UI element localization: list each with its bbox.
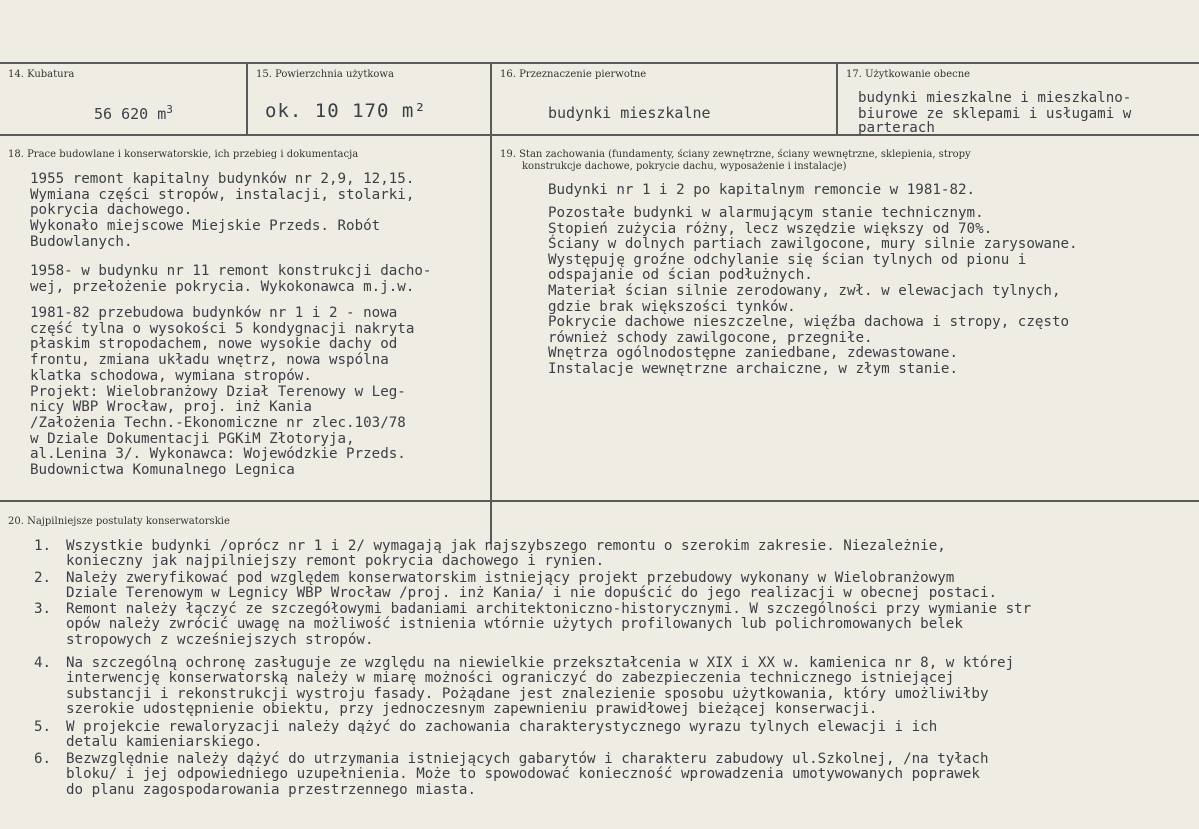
postulate-text-line: opów należy zwrócić uwagę na możliwość istnienia wtórnie użytych profilowanych lub polichromowanych belek bbox=[66, 616, 963, 633]
col-divider-18-19 bbox=[490, 134, 492, 544]
box18-p1-line: pokrycia dachowego. bbox=[30, 202, 193, 219]
box18-p1-line: 1955 remont kapitalny budynków nr 2,9, 12,15. bbox=[30, 171, 415, 187]
kubatura-unit-exponent: 3 bbox=[166, 103, 173, 116]
box19-p2-line: Stopień zużycia różny, lecz wszędzie większy od 70%. bbox=[548, 220, 993, 237]
box19-p2-line: Ściany w dolnych partiach zawilgocone, mury silnie zarysowane. bbox=[548, 236, 1078, 253]
box18-p3-line: frontu, zmiana układu wnętrz, nowa wspólna bbox=[30, 352, 389, 369]
postulate-number: 3. bbox=[34, 601, 52, 617]
box16-label: 16. Przeznaczenie pierwotne bbox=[500, 69, 647, 80]
kubatura-value: 56 620 m bbox=[94, 105, 167, 123]
box18-p3-line: płaskim stropodachem, nowe wysokie dachy od bbox=[30, 336, 398, 353]
box18-p3-line: w Dziale Dokumentacji PGKiM Złotoryja, bbox=[30, 430, 355, 447]
box19-p2-line: odspajanie od ścian podłużnych. bbox=[548, 267, 813, 284]
box19-p2-line: Materiał ścian silnie zerodowany, zwł. w elewacjach tylnych, bbox=[548, 283, 1061, 299]
box19-p2-line: Pokrycie dachowe nieszczelne, więźba dachowa i stropy, często bbox=[548, 314, 1070, 331]
box19-p2-line: Występuję groźne odchylanie się ścian tylnych od pionu i bbox=[548, 251, 1027, 268]
postulate-number: 6. bbox=[34, 751, 52, 767]
postulate-text-line: Dziale Terenowym w Legnicy WBP Wrocław /proj. inż Kania/ i nie dopuścić do jego realizacji w obecnej postaci. bbox=[66, 585, 998, 602]
box18-p1-line: Wykonało miejscowe Miejskie Przeds. Robót bbox=[30, 218, 381, 235]
postulate-text-line: W projekcie rewaloryzacji należy dążyć do zachowania charakterystycznego wyrazu tylnych elewacji i ich bbox=[66, 719, 938, 735]
row-divider-1 bbox=[0, 134, 1199, 136]
box14-value bbox=[94, 103, 173, 123]
box18-p3-line: nicy WBP Wrocław, proj. inż Kania bbox=[30, 399, 312, 416]
postulate-text-line: Wszystkie budynki /oprócz nr 1 i 2/ wymagają jak najszybszego remontu o szerokim zakresie. Niezależnie, bbox=[66, 538, 946, 554]
postulate-number: 5. bbox=[34, 719, 52, 735]
box19-p2-line: Pozostałe budynki w alarmującym stanie technicznym. bbox=[548, 205, 984, 221]
box19-p2-line: Instalacje wewnętrzne archaiczne, w złym stanie. bbox=[548, 361, 958, 377]
box14-label: 14. Kubatura bbox=[8, 69, 75, 80]
box15-label: 15. Powierzchnia użytkowa bbox=[256, 69, 394, 80]
box18-p2-line: 1958- w budynku nr 11 remont konstrukcji dacho- bbox=[30, 263, 432, 279]
postulate-text-line: szerokie udostępnienie obiektu, przy jednoczesnym zapewnieniu prawidłowej bieżącej konserwacji. bbox=[66, 700, 878, 717]
postulate-text-line: interwencję konserwatorską należy w miarę możności ograniczyć do zabezpieczenia technicznego istniejącej bbox=[66, 670, 955, 687]
box18-label: 18. Prace budowlane i konserwatorskie, ich przebieg i dokumentacja bbox=[8, 149, 359, 160]
postulate-text-line: substancji i rekonstrukcji wystroju fasady. Pożądane jest znalezienie sposobu użytkowania, który umożliwiłby bbox=[66, 685, 989, 702]
postulate-number: 2. bbox=[34, 570, 52, 586]
box19-label-line-2: konstrukcje dachowe, pokrycie dachu, wyposażenie i instalacje) bbox=[522, 161, 847, 172]
box19-p2-line: gdzie brak większości tynków. bbox=[548, 298, 796, 315]
box18-p2-line: wej, przełożenie pokrycia. Wykokonawca m.j.w. bbox=[30, 278, 415, 295]
box19-p2-line: również schody zawilgocone, przegniłe. bbox=[548, 329, 873, 346]
postulate-text-line: Remont należy łączyć ze szczegółowymi badaniami architektoniczno-historycznymi. W szczególności przy wymianie str bbox=[66, 601, 1032, 617]
box20-label: 20. Najpilniejsze postulaty konserwatorskie bbox=[8, 516, 230, 527]
box18-p3-line: część tylna o wysokości 5 kondygnacji nakryta bbox=[30, 320, 415, 337]
postulate-text-line: detalu kamieniarskiego. bbox=[66, 734, 263, 751]
postulate-text-line: Na szczególną ochronę zasługuje ze względu na niewielkie przekształcenia w XIX i XX w. kamienica nr 8, w której bbox=[66, 655, 1015, 671]
box17-label: 17. Użytkowanie obecne bbox=[846, 69, 971, 80]
box18-p1-line: Budowlanych. bbox=[30, 233, 133, 250]
postulate-text-line: konieczny jak najpilniejszy remont pokrycia dachowego i rynien. bbox=[66, 553, 605, 570]
box18-p3-line: al.Lenina 3/. Wykonawca: Wojewódzkie Przeds. bbox=[30, 446, 406, 463]
postulate-text-line: Bezwzględnie należy dążyć do utrzymania istniejących gabarytów i charakteru zabudowy ul.Szkolnej, /na tyłach bbox=[66, 751, 989, 767]
postulate-text-line: do planu zagospodarowania przestrzennego miasta. bbox=[66, 781, 476, 798]
col-divider-16-17 bbox=[836, 62, 838, 136]
box18-p3-line: /Założenia Techn.-Ekonomiczne nr zlec.103/78 bbox=[30, 414, 406, 431]
col-divider-15-16 bbox=[490, 62, 492, 136]
box18-p1-line: Wymiana części stropów, instalacji, stolarki, bbox=[30, 186, 415, 203]
row-divider-2 bbox=[0, 500, 1199, 502]
box17-line-1: budynki mieszkalne i mieszkalno- bbox=[858, 90, 1132, 106]
postulate-text-line: bloku/ i jej odpowiedniego uzupełnienia. Może to spowodować konieczność wprowadzenia umotywowanych poprawek bbox=[66, 766, 980, 783]
box18-p3-line: klatka schodowa, wymiana stropów. bbox=[30, 367, 312, 384]
top-border bbox=[0, 62, 1199, 64]
box19-label-line-1: 19. Stan zachowania (fundamenty, ściany zewnętrzne, ściany wewnętrzne, sklepienia, stropy bbox=[500, 149, 971, 160]
box19-p1-line: Budynki nr 1 i 2 po kapitalnym remoncie w 1981-82. bbox=[548, 182, 976, 198]
box19-p2-line: Wnętrza ogólnodostępne zaniedbane, zdewastowane. bbox=[548, 345, 958, 362]
box18-p3-line: Projekt: Wielobranżowy Dział Terenowy w Leg- bbox=[30, 383, 406, 400]
postulate-text-line: stropowych z wcześniejszych stropów. bbox=[66, 631, 374, 648]
postulate-number: 1. bbox=[34, 538, 52, 554]
box18-p3-line: Budownictwa Komunalnego Legnica bbox=[30, 462, 295, 478]
col-divider-14-15 bbox=[246, 62, 248, 136]
box17-line-2: biurowe ze sklepami i usługami w bbox=[858, 106, 1132, 122]
box16-value: budynki mieszkalne bbox=[548, 104, 711, 122]
box18-p3-line: 1981-82 przebudowa budynków nr 1 i 2 - nowa bbox=[30, 305, 398, 321]
postulate-text-line: Należy zweryfikować pod względem konserwatorskim istniejący projekt przebudowy wykonany w Wielobranżowym bbox=[66, 570, 955, 586]
box15-value: ok. 10 170 m² bbox=[265, 100, 427, 122]
postulate-number: 4. bbox=[34, 655, 52, 671]
box17-line-3: parterach bbox=[858, 120, 935, 136]
